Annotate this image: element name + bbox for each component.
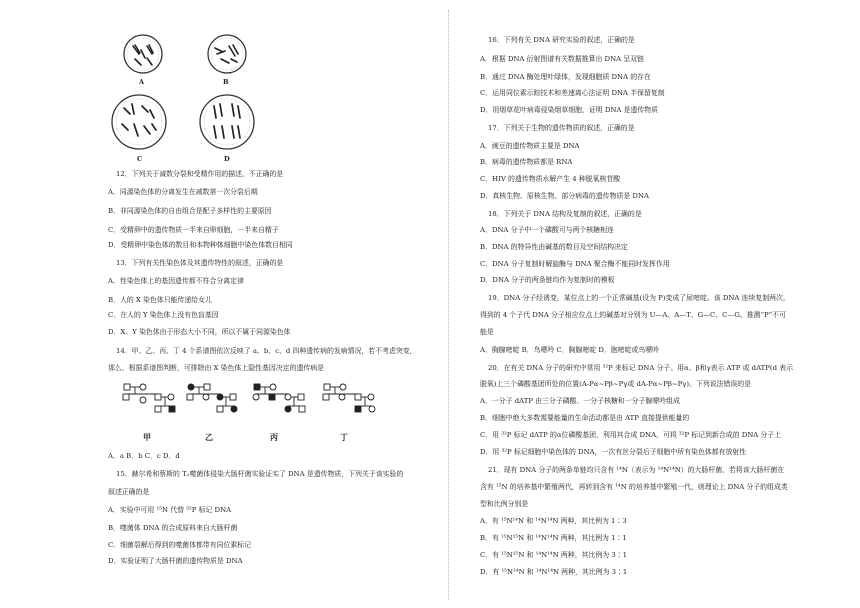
q12-option-d: D．受精卵中染色体的数目和本物种体细胞中染色体数目相同 (108, 241, 293, 249)
cell-figure-b (205, 32, 249, 76)
q12-option-c: C．受精卵中的遗传物质一半来自卵细胞，一半来自精子 (108, 226, 279, 234)
q12-option-b: B．非同源染色体的自由组合是配子多样性的主要原因 (108, 207, 272, 215)
q16-option-c: C．运用同位素示踪技术和差速离心法证明 DNA 半保留复制 (480, 89, 665, 97)
cell-figure-a (121, 32, 165, 76)
cell-label-c: C (137, 155, 143, 163)
q18-option-a: A．DNA 分子中一个磷酸可与两个核糖相连 (480, 226, 614, 234)
q17-stem: 17．下列关于生物的遗传物质的叙述，正确的是 (488, 124, 635, 132)
q20-option-b: B．细胞中绝大多数需要能量的生命活动都是由 ATP 直接提供能量的 (480, 414, 690, 422)
q15-stem-1: 15．赫尔希和蔡斯的 T₂噬菌体侵染大肠杆菌实验证实了 DNA 是遗传物质，下列关于该实验的 (116, 470, 404, 478)
q18-option-b: B．DNA 的特异性由碱基的数目及空间结构决定 (480, 243, 628, 251)
q19-stem-3: 能是 (480, 328, 494, 336)
q12-stem: 12．下列关于减数分裂和受精作用的描述，不正确的是 (116, 170, 284, 178)
q13-option-b: B．人的 X 染色体只能传递给女儿 (108, 296, 212, 304)
q17-option-c: C．HIV 的遗传物质水解产生 4 种脱氧核苷酸 (480, 175, 621, 183)
q12-option-a: A．同源染色体的分离发生在减数第一次分裂后期 (108, 188, 258, 196)
cell-figure-c (108, 92, 170, 152)
q15-option-d: D．实验证明了大肠杆菌的遗传物质是 DNA (108, 557, 243, 565)
q16-stem: 16．下列有关 DNA 研究实验的叙述，正确的是 (488, 36, 635, 44)
q16-option-a: A．根据 DNA 衍射图谱有关数据推算出 DNA 呈双链 (480, 55, 644, 63)
q18-stem: 18．下列关于 DNA 结构及复制的叙述，正确的是 (488, 210, 642, 218)
q21-stem-2: 含有 ¹⁵N 的培养基中繁殖两代，再转到含有 ¹⁴N 的培养基中繁殖一代，则理论上 DNA 分子的组成类 (480, 483, 788, 491)
q20-option-a: A．一分子 dATP 由三分子磷酸、一分子核糖和一分子腺嘌呤组成 (480, 397, 680, 405)
q19-stem-1: 19．DNA 分子经诱变，某位点上的一个正常碱基(设为 P)变成了尿嘧啶。该 DNA 连续复制两次， (488, 294, 790, 302)
pedigree-label-yi: 乙 (205, 432, 213, 442)
cell-figure-d (196, 92, 258, 152)
q14-stem-2: 那么，根据系谱图判断，可排除由 X 染色体上隐性基因决定的遗传病是 (108, 364, 325, 372)
cell-label-a: A (139, 78, 145, 86)
q21-option-a: A．有 ¹⁵N¹⁴N 和 ¹⁴N¹⁴N 两种，其比例为 1∶3 (480, 517, 627, 525)
pedigree-ding (318, 382, 380, 422)
q20-option-d: D．用 ³²P 标记细胞中染色体的 DNA，一次有丝分裂后子细胞中所有染色体都有放射性 (480, 448, 747, 456)
q17-option-b: B．病毒的遗传物质都是 RNA (480, 158, 573, 166)
cell-label-b: B (223, 78, 229, 86)
q13-option-c: C．在人的 Y 染色体上没有色盲基因 (108, 311, 219, 319)
pedigree-jia (118, 382, 180, 422)
q19-options: A．胸腺嘧啶 B．鸟嘌呤 C．胸腺嘧啶 D．胞嘧啶或鸟嘌呤 (480, 346, 659, 354)
cell-label-d: D (224, 155, 230, 163)
q16-option-d: D．用烟草花叶病毒侵染烟草细胞，证明 DNA 是遗传物质 (480, 106, 659, 114)
q15-stem-2: 叙述正确的是 (108, 488, 150, 496)
q20-stem-1: 20．在有关 DNA 分子的研究中常用 ³²P 来标记 DNA 分子。用α、β和γ表示 ATP 或 dATP(d 表示 (488, 364, 793, 372)
q19-stem-2: 得到的 4 个子代 DNA 分子相应位点上的碱基对分别为 U—A、A—T、G—C、C—G。推测“P”不可 (480, 311, 786, 319)
pedigree-bing (248, 382, 310, 422)
pedigree-yi (182, 382, 244, 422)
q18-option-d: D．DNA 分子的两条链均作为复制时的模板 (480, 276, 615, 284)
q18-option-c: C．DNA 分子复制时解旋酶与 DNA 聚合酶不能同时发挥作用 (480, 260, 670, 268)
column-divider (448, 10, 449, 600)
q17-option-a: A．豌豆的遗传物质主要是 DNA (480, 142, 580, 150)
q17-option-d: D．真核生物、原核生物、部分病毒的遗传物质是 DNA (480, 192, 649, 200)
q21-option-c: C．有 ¹⁵N¹⁵N 和 ¹⁴N¹⁴N 两种，其比例为 3∶1 (480, 551, 628, 559)
q15-option-b: B．噬菌体 DNA 的合成原料来自大肠杆菌 (108, 524, 238, 532)
q14-stem-1: 14．甲、乙、丙、丁 4 个系谱图依次反映了 a、b、c、d 四种遗传病的发病情况，若不考虑突变， (116, 347, 417, 355)
q16-option-b: B．通过 DNA 酶处理叶绿体，发现细胞质 DNA 的存在 (480, 73, 651, 81)
q20-option-c: C．用 ³²P 标记 dATP 的α位磷酸基团，利用其合成 DNA，可将 ³²P 标记到新合成的 DNA 分子上 (480, 431, 782, 439)
q21-option-b: B．有 ¹⁵N¹⁵N 和 ¹⁴N¹⁴N 两种，其比例为 1∶1 (480, 534, 627, 542)
q15-option-c: C．细菌裂解后得到的噬菌体都带有同位素标记 (108, 541, 252, 549)
q21-stem-1: 21．现有 DNA 分子的两条单链均只含有 ¹⁴N（表示为 ¹⁴N¹⁴N）的大肠杆菌，若将该大肠杆菌在 (488, 466, 785, 474)
q13-option-d: D．X、Y 染色体由于形态大小不同，所以不属于同源染色体 (108, 328, 291, 336)
q13-stem: 13．下列有关性染色体及其遗传特性的叙述，正确的是 (116, 259, 284, 267)
q20-stem-2: 脱氧)上三个磷酸基团所处的位置(A-Pα~Pβ~Pγ或 dA-Pα~Pβ~Pγ)。下列说法错误的是 (480, 380, 752, 388)
q13-option-a: A．性染色体上的基因遗传都不符合分离定律 (108, 277, 244, 285)
q21-stem-3: 型和比例分别是 (480, 500, 529, 508)
q14-options: A．a B．b C．c D．d (108, 452, 180, 460)
q21-option-d: D．有 ¹⁵N¹⁴N 和 ¹⁴N¹⁴N 两种，其比例为 3∶1 (480, 568, 628, 576)
pedigree-label-bing: 丙 (270, 432, 278, 442)
pedigree-label-ding: 丁 (340, 432, 348, 442)
q15-option-a: A．实验中可用 ¹⁵N 代替 ³²P 标记 DNA (108, 506, 232, 514)
pedigree-label-jia: 甲 (143, 432, 151, 442)
